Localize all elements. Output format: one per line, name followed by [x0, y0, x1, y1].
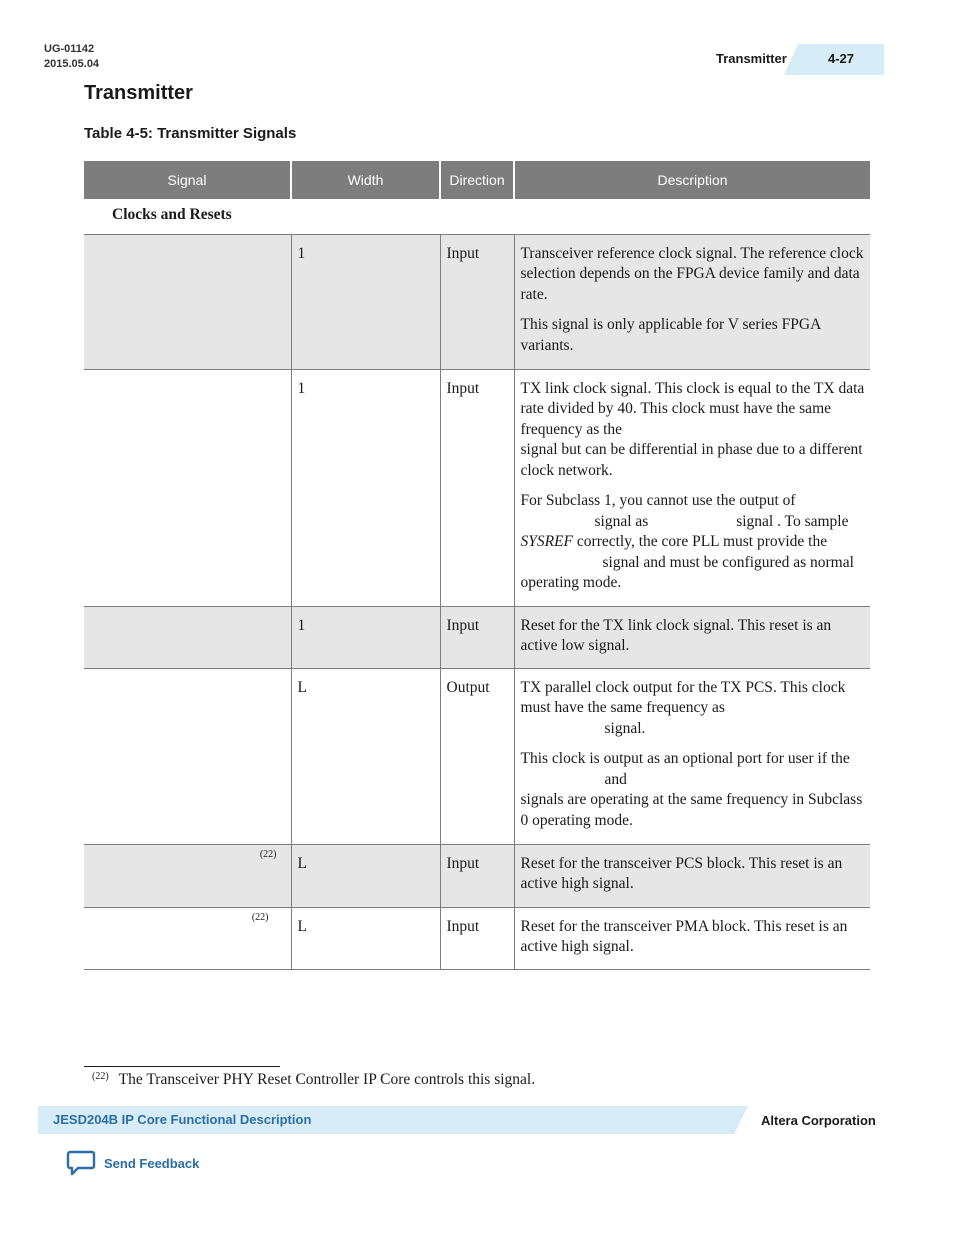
description-text: signal . To sample — [736, 512, 849, 530]
description-paragraph — [521, 678, 866, 740]
column-header-description: Description — [514, 161, 870, 199]
page-number: 4-27 — [798, 44, 884, 75]
direction-cell: Output — [440, 668, 514, 844]
description-paragraph — [521, 749, 866, 831]
signal-cell — [84, 606, 291, 668]
group-row — [84, 199, 870, 234]
signal-cell — [84, 668, 291, 844]
footer-chapter-link[interactable]: JESD204B IP Core Functional Description — [53, 1112, 312, 1127]
footnote-divider — [84, 1066, 280, 1067]
document-id-block — [44, 42, 99, 72]
table-row — [84, 234, 870, 369]
direction-cell: Input — [440, 907, 514, 969]
description-text: signal. — [604, 719, 646, 737]
table-row — [84, 907, 870, 969]
description-text: and — [604, 770, 627, 788]
width-cell: L — [291, 844, 440, 907]
description-cell — [514, 606, 870, 668]
width-cell: L — [291, 668, 440, 844]
width-cell: 1 — [291, 606, 440, 668]
width-cell: 1 — [291, 234, 440, 369]
footnote-text: The Transceiver PHY Reset Controller IP Core controls this signal. — [118, 1071, 536, 1088]
footer-company: Altera Corporation — [761, 1113, 876, 1128]
table-row — [84, 844, 870, 907]
direction-cell: Input — [440, 369, 514, 606]
group-label: Clocks and Resets — [84, 199, 870, 234]
description-text: correctly, the core PLL must provide the — [576, 533, 828, 550]
speech-bubble-icon — [66, 1150, 96, 1176]
transmitter-signals-table — [84, 161, 870, 970]
signal-cell — [84, 234, 291, 369]
direction-cell: Input — [440, 234, 514, 369]
footnote-reference: (22) — [251, 911, 269, 923]
signal-cell — [84, 369, 291, 606]
description-paragraph — [521, 491, 866, 594]
description-text: For Subclass 1, you cannot use the output of — [520, 492, 796, 509]
signal-cell — [84, 907, 291, 969]
column-header-signal: Signal — [84, 161, 291, 199]
column-header-direction: Direction — [440, 161, 514, 199]
table-row — [84, 668, 870, 844]
description-paragraph: Transceiver reference clock signal. The reference clock selection depends on the FPGA device family and data rate. — [520, 244, 864, 303]
description-text: signal but can be differential in phase due to a different clock network. — [520, 441, 863, 479]
footnote-marker: (22) — [92, 1071, 109, 1082]
description-cell — [514, 907, 870, 969]
column-header-width: Width — [291, 161, 440, 199]
description-cell — [514, 668, 870, 844]
document-id: UG-01142 — [44, 43, 95, 55]
description-paragraph — [521, 379, 866, 482]
send-feedback-link[interactable] — [66, 1150, 199, 1176]
description-text: TX link clock signal. This clock is equal to the TX data rate divided by 40. This clock must have the same frequency as the — [520, 379, 865, 438]
document-date: 2015.05.04 — [44, 58, 100, 70]
description-cell — [514, 844, 870, 907]
width-cell: L — [291, 907, 440, 969]
description-paragraph: Reset for the transceiver PMA block. This reset is an active high signal. — [520, 917, 848, 955]
direction-cell: Input — [440, 844, 514, 907]
description-text: signals are operating at the same frequency in Subclass 0 operating mode. — [520, 791, 863, 829]
description-paragraph: Reset for the transceiver PCS block. This reset is an active high signal. — [520, 854, 843, 892]
description-text: signal and must be configured as normal operating mode. — [520, 553, 854, 591]
table-row — [84, 606, 870, 668]
description-paragraph: This signal is only applicable for V series FPGA variants. — [520, 316, 821, 354]
description-text: signal as — [594, 512, 649, 530]
table-row — [84, 369, 870, 606]
footnote — [92, 1071, 535, 1089]
running-header-section: Transmitter — [716, 51, 787, 66]
send-feedback-label: Send Feedback — [104, 1155, 200, 1171]
width-cell: 1 — [291, 369, 440, 606]
description-text: TX parallel clock output for the TX PCS. This clock must have the same frequency as — [520, 678, 846, 716]
table-header-row — [84, 161, 870, 199]
description-text: This clock is output as an optional port for user if the — [520, 750, 850, 767]
emphasis-text: SYSREF — [520, 533, 574, 550]
footnote-reference: (22) — [259, 848, 277, 860]
description-paragraph: Reset for the TX link clock signal. This reset is an active low signal. — [520, 616, 832, 654]
section-heading: Transmitter — [84, 82, 193, 104]
table-caption: Table 4-5: Transmitter Signals — [84, 125, 297, 142]
signal-cell — [84, 844, 291, 907]
description-cell — [514, 369, 870, 606]
direction-cell: Input — [440, 606, 514, 668]
description-cell — [514, 234, 870, 369]
